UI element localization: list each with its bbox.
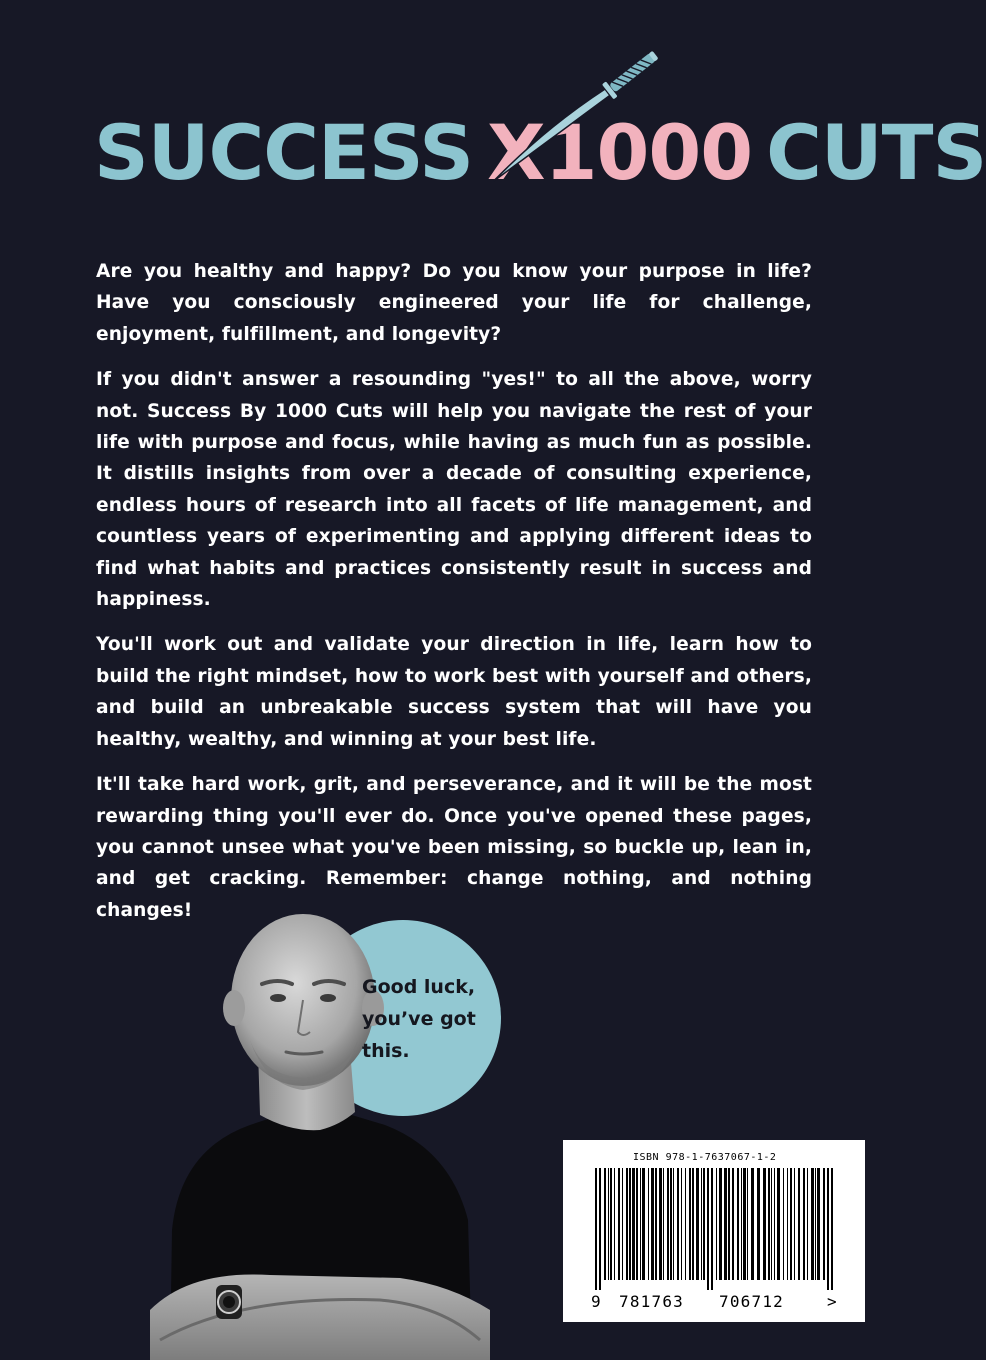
barcode-bar: [626, 1168, 628, 1280]
barcode-bar: [673, 1168, 674, 1280]
title-word-x1000: X1000: [486, 108, 753, 197]
barcode-bar: [763, 1168, 766, 1280]
barcode-bar: [659, 1168, 662, 1280]
title-word-success: SUCCESS: [94, 108, 473, 197]
barcode-bar: [741, 1168, 742, 1280]
barcode-bar: [768, 1168, 770, 1280]
blurb-paragraph-1: Are you healthy and happy? Do you know your purpose in life? Have you consciously engineered your life for challenge, enjoyment, fulfillment, and longevity?: [96, 261, 812, 345]
barcode-bar: [696, 1168, 699, 1280]
blurb-paragraph-2: If you didn't answer a resounding "yes!" to all the above, worry not. Success By 1000 Cuts will help you navigate the rest of your life with purpose and focus, while having as much fun as possible. It distills insights from over a decade of consulting experience, endless hours of research into all facets of life management, and countless years of experimenting and applying different ideas to find what habits and practices consistently result in success and happiness.: [96, 369, 812, 611]
barcode-guard-bar: [707, 1168, 709, 1290]
barcode-bar: [724, 1168, 727, 1280]
katana-icon: [468, 48, 668, 198]
barcode-bar: [614, 1168, 615, 1280]
barcode-bar: [618, 1168, 620, 1280]
cover-title: [94, 108, 986, 198]
title-word-cuts: CUTS: [766, 108, 986, 197]
barcode-bar: [815, 1168, 816, 1280]
barcode-bar: [640, 1168, 641, 1280]
barcode-bar: [803, 1168, 805, 1280]
speech-bubble-text: [362, 971, 492, 1067]
barcode-bar: [651, 1168, 654, 1280]
barcode-bar: [622, 1168, 623, 1280]
barcode-bar: [629, 1168, 631, 1280]
bubble-line-1: Good luck,: [362, 976, 476, 998]
barcode-bar: [689, 1168, 691, 1280]
barcode-bar: [632, 1168, 635, 1280]
blurb-paragraph-4: It'll take hard work, grit, and perseverance, and it will be the most rewarding thing you'll ever do. Once you've opened these pages, you cannot unsee what you've been missing, so buckle up, lean in, and get cracking. Remember: change nothing, and nothing changes!: [96, 774, 812, 921]
barcode-bar: [703, 1168, 705, 1280]
barcode-bar: [681, 1168, 682, 1280]
isbn-label: ISBN 978-1-7637067-1-2: [633, 1152, 777, 1163]
blurb-paragraph-3: You'll work out and validate your direction in life, learn how to build the right mindset, how to work best with yourself and others, and build an unbreakable success system that will have you healthy, wealthy, and winning at your best life.: [96, 634, 812, 750]
barcode-bar: [807, 1168, 808, 1280]
back-cover-blurb: [96, 256, 812, 940]
barcode-bar: [692, 1168, 694, 1280]
barcode-bar: [790, 1168, 792, 1280]
barcode-bar: [732, 1168, 734, 1280]
barcode-bar: [798, 1168, 800, 1280]
barcode-bar: [667, 1168, 669, 1280]
barcode-guard-bar: [599, 1168, 601, 1290]
barcode-bar: [811, 1168, 814, 1280]
barcode-bar: [610, 1168, 612, 1280]
bubble-line-3: this.: [362, 1040, 410, 1062]
barcode-bar: [823, 1168, 825, 1280]
barcode-bar: [751, 1168, 754, 1280]
barcode-bar: [783, 1168, 784, 1280]
barcode-bar: [747, 1168, 748, 1280]
bubble-line-2: you’ve got: [362, 1008, 476, 1030]
barcode-bar: [670, 1168, 672, 1280]
barcode-bar: [777, 1168, 780, 1280]
barcode-bar: [716, 1168, 717, 1280]
barcode-bar: [655, 1168, 657, 1280]
barcode-bar: [743, 1168, 746, 1280]
barcode-bars: [589, 1168, 839, 1290]
barcode-bar: [663, 1168, 664, 1280]
barcode-bar: [648, 1168, 649, 1280]
barcode-bar: [608, 1168, 609, 1280]
barcode-bar: [774, 1168, 775, 1280]
barcode-bar: [787, 1168, 788, 1280]
barcode-bar: [737, 1168, 739, 1280]
barcode-guard-bar: [831, 1168, 833, 1290]
barcode-digit-first: 9: [591, 1292, 601, 1311]
barcode-digit-group-2: 706712: [719, 1292, 784, 1311]
barcode-bar: [728, 1168, 730, 1280]
barcode-bar: [685, 1168, 686, 1280]
barcode-bar: [757, 1168, 760, 1280]
barcode-bar: [636, 1168, 638, 1280]
barcode-bar: [719, 1168, 722, 1280]
barcode-bar: [817, 1168, 820, 1280]
barcode-arrow: >: [827, 1292, 837, 1311]
isbn-barcode: [563, 1140, 865, 1322]
author-photo: [150, 900, 490, 1360]
barcode-bar: [701, 1168, 702, 1280]
barcode-bar: [794, 1168, 795, 1280]
barcode-bar: [771, 1168, 772, 1280]
barcode-guard-bar: [595, 1168, 597, 1290]
barcode-guard-bar: [827, 1168, 829, 1290]
barcode-guard-bar: [711, 1168, 713, 1290]
barcode-bar: [677, 1168, 679, 1280]
barcode-bar: [604, 1168, 606, 1280]
barcode-bar: [642, 1168, 645, 1280]
barcode-digit-group-1: 781763: [619, 1292, 684, 1311]
